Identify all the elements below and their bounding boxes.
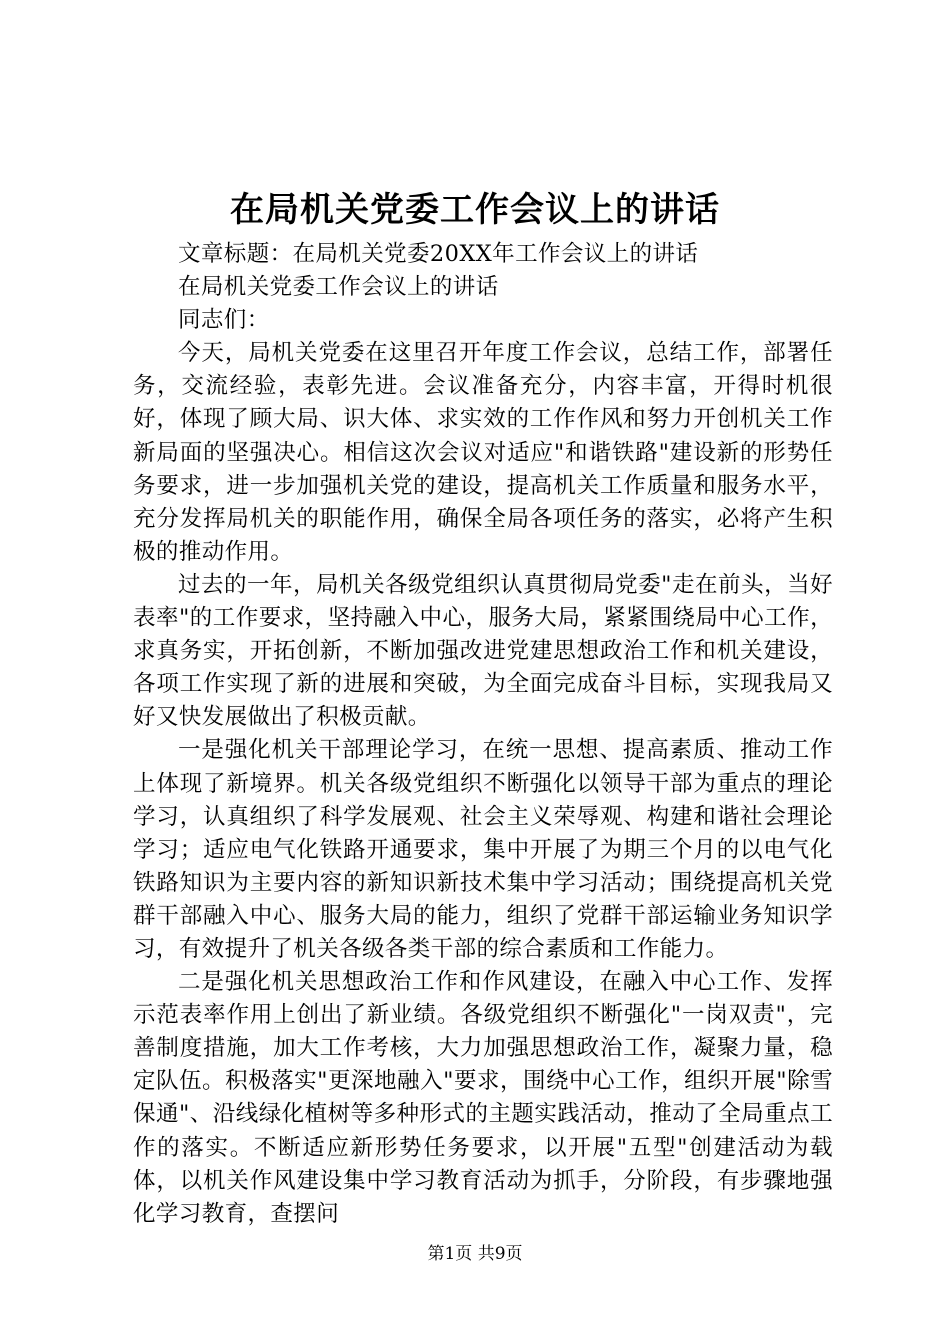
speech-title-line: 在局机关党委工作会议上的讲话	[178, 274, 499, 301]
body-paragraph: 今天，局机关党委在这里召开年度工作会议，总结工作，部署任务，交流经验，表彰先进。会议准备充分，内容丰富，开得时机很好，体现了顾大局、识大体、求实效的工作作风和努力开创机关工作新局面的坚强决心。相信这次会议对适应"和谐铁路"建设新的形势任务要求，进一步加强机关党的建设，提高机关工作质量和服务水平，充分发挥局机关的职能作用，确保全局各项任务的落实，必将产生积极的推动作用。	[133, 340, 833, 565]
document-title: 在局机关党委工作会议上的讲话	[230, 190, 720, 230]
body-paragraph: 一是强化机关干部理论学习，在统一思想、提高素质、推动工作上体现了新境界。机关各级党组织不断强化以领导干部为重点的理论学习，认真组织了科学发展观、社会主义荣辱观、构建和谐社会理论学习；适应电气化铁路开通要求，集中开展了为期三个月的以电气化铁路知识为主要内容的新知识新技术集中学习活动；围绕提高机关党群干部融入中心、服务大局的能力，组织了党群干部运输业务知识学习，有效提升了机关各级各类干部的综合素质和工作能力。	[133, 737, 833, 962]
document-body	[133, 238, 833, 1231]
article-title-line: 文章标题：在局机关党委20XX年工作会议上的讲话	[178, 241, 699, 267]
salutation: 同志们：	[178, 307, 270, 334]
page-number-footer: 第1页 共9页	[427, 1244, 523, 1264]
body-paragraph: 二是强化机关思想政治工作和作风建设，在融入中心工作、发挥示范表率作用上创出了新业绩。各级党组织不断强化"一岗双责"，完善制度措施，加大工作考核，大力加强思想政治工作，凝聚力量，稳定队伍。积极落实"更深地融入"要求，围绕中心工作，组织开展"除雪保通"、沿线绿化植树等多种形式的主题实践活动，推动了全局重点工作的落实。不断适应新形势任务要求，以开展"五型"创建活动为载体，以机关作风建设集中学习教育活动为抓手，分阶段，有步骤地强化学习教育，查摆问	[133, 969, 833, 1227]
body-paragraph: 过去的一年，局机关各级党组织认真贯彻局党委"走在前头，当好表率"的工作要求，坚持融入中心，服务大局，紧紧围绕局中心工作，求真务实，开拓创新，不断加强改进党建思想政治工作和机关建设，各项工作实现了新的进展和突破，为全面完成奋斗目标，实现我局又好又快发展做出了积极贡献。	[133, 571, 833, 731]
